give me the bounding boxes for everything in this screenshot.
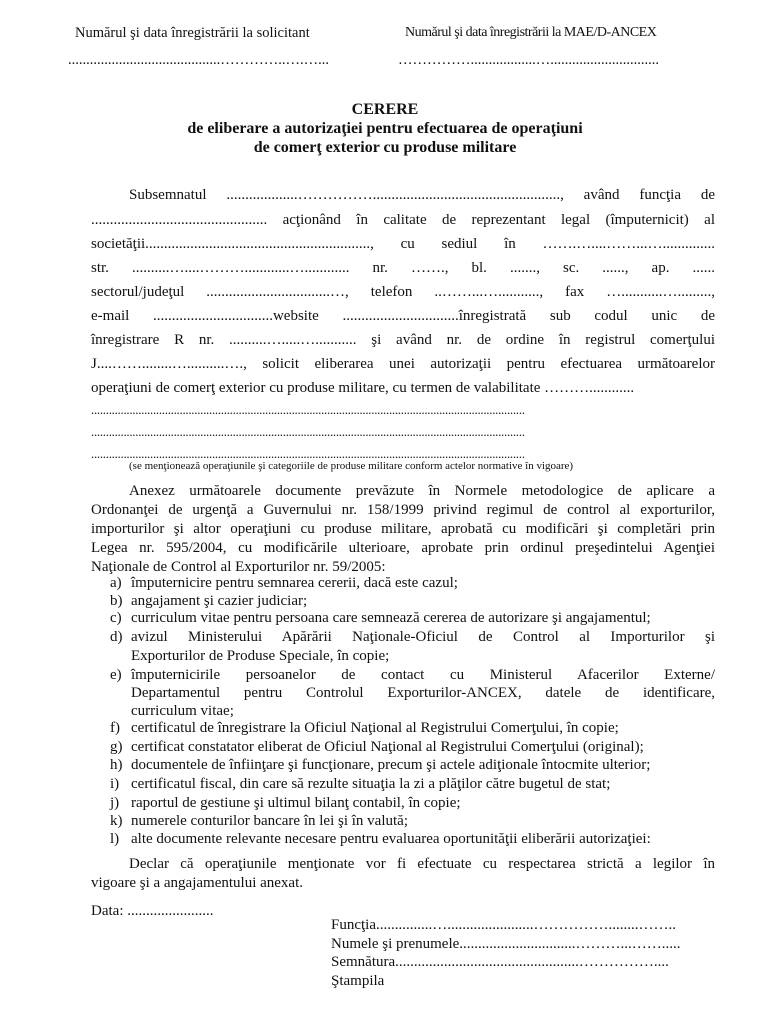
annex-line-2: Ordonanţei de urgenţă a Guvernului nr. 158/1999 privind regimul de control al exporturilor, bbox=[91, 502, 715, 518]
list-item: alte documente relevante necesare pentru evaluarea oportunităţii eliberării autorizaţiei: bbox=[131, 831, 651, 847]
list-item: certificatul fiscal, din care să rezulte situaţia la zi a plăţilor către bugetul de stat; bbox=[131, 776, 611, 792]
list-item: documentele de înfiinţare şi funcţionare, precum şi actele adiţionale întocmite ulterior; bbox=[131, 757, 651, 773]
form-line-validity[interactable]: operaţiuni de comerţ exterior cu produse militare, cu termen de valabilitate ………............ bbox=[91, 380, 635, 396]
annex-line-5: Naţionale de Control al Exporturilor nr. 59/2005: bbox=[91, 559, 386, 575]
form-line-name[interactable]: Subsemnatul ...................…………….................................................., având funcţia de bbox=[129, 187, 715, 203]
list-item-continued: Departamentul pentru Controlul Exporturilor-ANCEX, datele de identificare, bbox=[131, 685, 715, 701]
list-item-label: k) bbox=[110, 813, 123, 829]
list-item: avizul Ministerului Apărării Naţionale-Oficiul de Control al Importurilor şi bbox=[131, 629, 715, 645]
date-field[interactable]: Data: ....................... bbox=[91, 903, 214, 919]
document-subtitle-line2: de comerţ exterior cu produse militare bbox=[253, 139, 517, 156]
signature-field[interactable]: Semnătura.................................................…………….... bbox=[331, 954, 669, 970]
declaration-line-2: vigoare şi a angajamentului anexat. bbox=[91, 875, 303, 891]
list-item-label: l) bbox=[110, 831, 120, 847]
form-line-email[interactable]: e-mail ................................website ...............................înregistrată sub codul unic de bbox=[91, 308, 715, 324]
list-item-label: h) bbox=[110, 757, 123, 773]
list-item: împuternicirile persoanelor de contact cu Ministerul Afacerilor Externe/ bbox=[131, 667, 715, 683]
annex-line-1: Anexez următoarele documente prevăzute în Normele metodologice de aplicare a bbox=[129, 483, 715, 499]
list-item-label: b) bbox=[110, 593, 123, 609]
list-item-continued: Exporturilor de Produse Speciale, în copie; bbox=[131, 648, 390, 664]
form-line-district[interactable]: sectorul/judeţul .................................…, telefon ..……...…..........., fax …...........…........., bbox=[91, 284, 715, 300]
list-item: numerele conturilor bancare în lei şi în valută; bbox=[131, 813, 408, 829]
document-subtitle-line1: de eliberare a autorizaţiei pentru efectuarea de operaţiuni bbox=[187, 120, 583, 137]
form-line-trade-register[interactable]: J....……........…..........…., solicit eliberarea unei autorizaţii pentru efectuarea următoarelor bbox=[91, 356, 715, 372]
stamp-label: Ştampila bbox=[331, 973, 385, 989]
function-field[interactable]: Funcţia...............….......................……………........…….. bbox=[331, 917, 676, 933]
operations-dot-line-1[interactable]: ................................................................................................................................................... bbox=[91, 402, 525, 417]
mae-registration-label: Numărul şi data înregistrării la MAE/D-ANCEX bbox=[405, 25, 657, 40]
form-line-function[interactable]: ............................................... acţionând în calitate de reprezentant legal (împuternicit) al bbox=[91, 212, 715, 228]
list-item-label: j) bbox=[110, 795, 120, 811]
list-item-label: a) bbox=[110, 575, 122, 591]
list-item-label: d) bbox=[110, 629, 123, 645]
operations-dot-line-2[interactable]: ................................................................................................................................................... bbox=[91, 424, 525, 439]
operations-note: (se menţionează operaţiunile şi categoriile de produse militare conform actelor normative în vigoare) bbox=[129, 460, 574, 472]
form-line-company[interactable]: societăţii............................................................, cu sediul în …….…....……...….............. bbox=[91, 236, 715, 252]
list-item: împuternicire pentru semnarea cererii, dacă este cazul; bbox=[131, 575, 458, 591]
mae-registration-field[interactable]: ……………..................….............................. bbox=[398, 52, 659, 68]
list-item-label: c) bbox=[110, 610, 122, 626]
list-item-label: i) bbox=[110, 776, 120, 792]
name-field[interactable]: Numele şi prenumele...............................………...……..... bbox=[331, 936, 681, 952]
operations-dot-line-3[interactable]: ................................................................................................................................................... bbox=[91, 446, 525, 461]
document-title: CERERE bbox=[351, 101, 419, 118]
applicant-registration-field[interactable]: ..........................................…………..….…... bbox=[68, 52, 329, 68]
list-item: certificatul de înregistrare la Oficiul Naţional al Registrului Comerţului, în copie; bbox=[131, 720, 619, 736]
form-line-street[interactable]: str. ..........…....………............…............ nr. ……., bl. ......., sc. ......, ap. ...... bbox=[91, 260, 715, 276]
annex-line-3: importurilor şi altor operaţiuni cu produse militare, aprobată cu modificări şi completări prin bbox=[91, 521, 715, 537]
list-item: curriculum vitae pentru persoana care semnează cererea de autorizare şi angajamentul; bbox=[131, 610, 651, 626]
list-item-label: g) bbox=[110, 739, 123, 755]
annex-line-4: Legea nr. 595/2004, cu modificările ulterioare, aprobate prin ordinul preşedintelui Agenţiei bbox=[91, 540, 715, 556]
list-item: angajament şi cazier judiciar; bbox=[131, 593, 308, 609]
list-item-label: f) bbox=[110, 720, 120, 736]
list-item-continued: curriculum vitae; bbox=[131, 703, 234, 719]
list-item: certificat constatator eliberat de Oficiul Naţional al Registrului Comerţului (original); bbox=[131, 739, 644, 755]
list-item-label: e) bbox=[110, 667, 122, 683]
form-line-registration[interactable]: înregistrare R nr. ..........….....…........... şi având nr. de ordine în registrul comerţului bbox=[91, 332, 715, 348]
applicant-registration-label: Numărul şi data înregistrării la solicitant bbox=[75, 25, 310, 41]
list-item: raportul de gestiune şi ultimul bilanţ contabil, în copie; bbox=[131, 795, 461, 811]
declaration-line-1: Declar că operaţiunile menţionate vor fi efectuate cu respectarea strictă a legilor în bbox=[129, 856, 715, 872]
